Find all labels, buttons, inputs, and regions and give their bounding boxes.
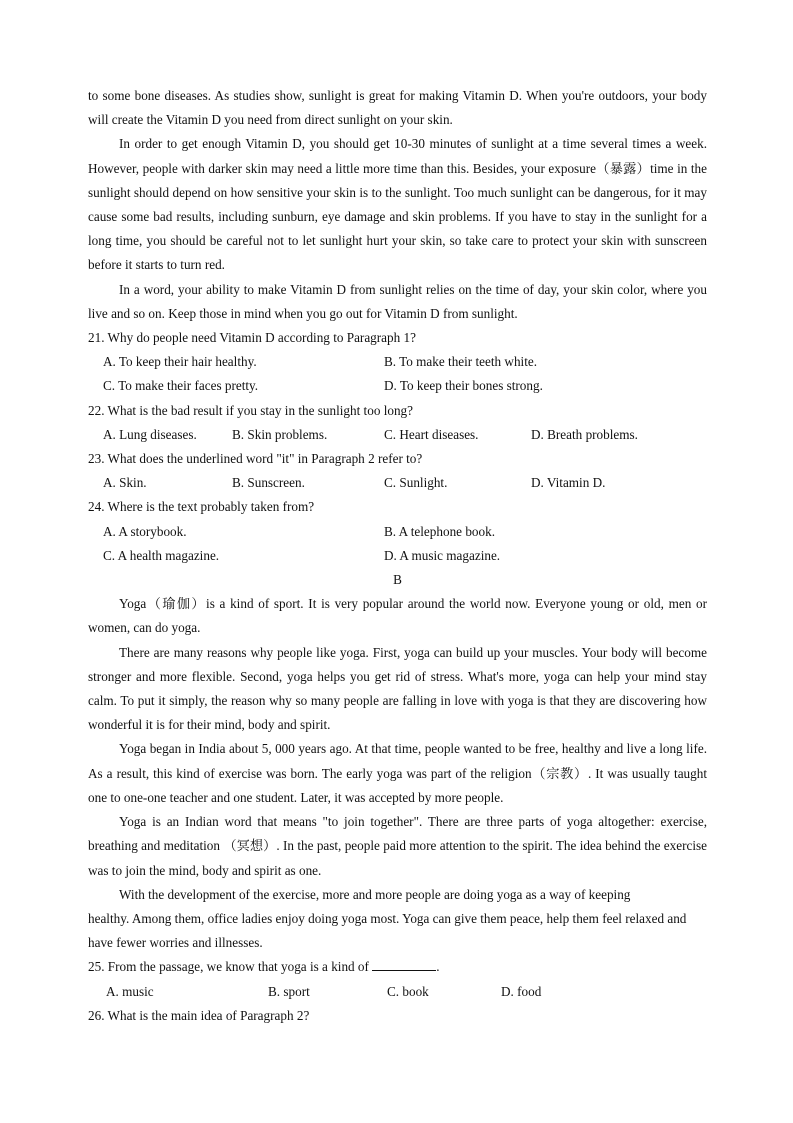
option-d: D. To keep their bones strong. xyxy=(384,378,543,394)
question-25-text: 25. From the passage, we know that yoga is a kind of xyxy=(88,959,369,975)
passage-b-paragraph-1: Yoga（瑜伽）is a kind of sport. It is very popular around the world now. Everyone young or old, men or women, can do yoga. xyxy=(88,596,707,636)
option-a: A. Skin. xyxy=(103,475,147,491)
option-b: B. sport xyxy=(268,983,310,999)
option-b: B. Sunscreen. xyxy=(232,475,305,491)
option-c: C. Sunlight. xyxy=(384,475,448,491)
question-26-stem: 26. What is the main idea of Paragraph 2? xyxy=(88,1007,310,1023)
passage-a-paragraph-1: In order to get enough Vitamin D, you should get 10-30 minutes of sunlight at a time several times a week. However, people with darker skin may need a little more time than this. Besides, your exposure（暴露）time in the sunlight should depend on how sensitive your skin is to the sunlight. Too much sunlight can be dangerous, for it may cause some bad results, including sunburn, eye damage and skin problems. If you have to stay in the sunlight for a long time, you should be careful not to let sunlight hurt your skin, so take care to protect your skin with sunscreen before it starts to turn red. xyxy=(88,136,707,273)
passage-b-paragraph-5-rest: healthy. Among them, office ladies enjoy doing yoga most. Yoga can give them peace, help them feel relaxed and have fewer worries and illnesses. xyxy=(88,910,687,951)
option-a: A. A storybook. xyxy=(103,523,187,539)
passage-a-paragraph-0: to some bone diseases. As studies show, sunlight is great for making Vitamin D. When you're outdoors, your body will create the Vitamin D you need from direct sunlight on your skin. xyxy=(88,88,707,128)
option-d: D. food xyxy=(501,983,542,999)
question-22-stem: 22. What is the bad result if you stay in the sunlight too long? xyxy=(88,402,414,418)
option-a: A. Lung diseases. xyxy=(103,426,197,442)
question-23-options xyxy=(88,471,707,495)
option-c: C. Heart diseases. xyxy=(384,426,479,442)
option-c: C. To make their faces pretty. xyxy=(103,378,259,394)
question-23-stem: 23. What does the underlined word "it" in Paragraph 2 refer to? xyxy=(88,451,423,467)
question-22-options xyxy=(88,423,707,447)
question-21-options xyxy=(88,350,707,374)
question-24-options xyxy=(88,520,707,544)
option-d: D. Vitamin D. xyxy=(531,475,606,491)
question-25-period: . xyxy=(436,959,440,975)
option-b: B. Skin problems. xyxy=(232,426,328,442)
option-d: D. Breath problems. xyxy=(531,426,638,442)
question-21-options xyxy=(88,374,707,398)
option-a: A. music xyxy=(106,983,154,999)
passage-b-paragraph-4: Yoga is an Indian word that means "to join together". There are three parts of yoga altogether: exercise, breathing and meditation （冥想）. In the past, people paid more attention to the spirit. The idea behind the exercise was to join the mind, body and spirit as one. xyxy=(88,814,707,878)
answer-blank xyxy=(372,959,436,971)
option-d: D. A music magazine. xyxy=(384,547,501,563)
question-24-stem: 24. Where is the text probably taken from? xyxy=(88,499,315,515)
section-b-heading: B xyxy=(393,572,402,588)
option-c: C. book xyxy=(387,983,429,999)
option-c: C. A health magazine. xyxy=(103,547,220,563)
passage-a-paragraph-2: In a word, your ability to make Vitamin D from sunlight relies on the time of day, your skin color, where you live and so on. Keep those in mind when you go out for Vitamin D from sunlight. xyxy=(88,281,707,321)
passage-b-paragraph-2: There are many reasons why people like yoga. First, yoga can build up your muscles. Your body will become stronger and more flexible. Second, yoga helps you get rid of stress. What's more, yoga can help your mind stay calm. To put it simply, the reason why so many people are falling in love with yoga is that they are discovering how wonderful it is for their mind, body and spirit. xyxy=(88,644,707,733)
option-b: B. A telephone book. xyxy=(384,523,495,539)
option-a: A. To keep their hair healthy. xyxy=(103,354,257,370)
question-25-options xyxy=(88,980,707,1004)
passage-b-paragraph-3: Yoga began in India about 5, 000 years ago. At that time, people wanted to be free, healthy and live a long life. As a result, this kind of exercise was born. The early yoga was part of the religion（宗教）. It was usually taught one to one-one teacher and one student. Later, it was accepted by more people. xyxy=(88,741,707,805)
question-25-stem xyxy=(88,955,707,979)
option-b: B. To make their teeth white. xyxy=(384,354,538,370)
exam-page xyxy=(88,84,707,1028)
question-24-options xyxy=(88,544,707,568)
question-21-stem: 21. Why do people need Vitamin D according to Paragraph 1? xyxy=(88,330,416,346)
passage-b-paragraph-5-line-1: With the development of the exercise, more and more people are doing yoga as a way of keeping xyxy=(119,886,631,902)
